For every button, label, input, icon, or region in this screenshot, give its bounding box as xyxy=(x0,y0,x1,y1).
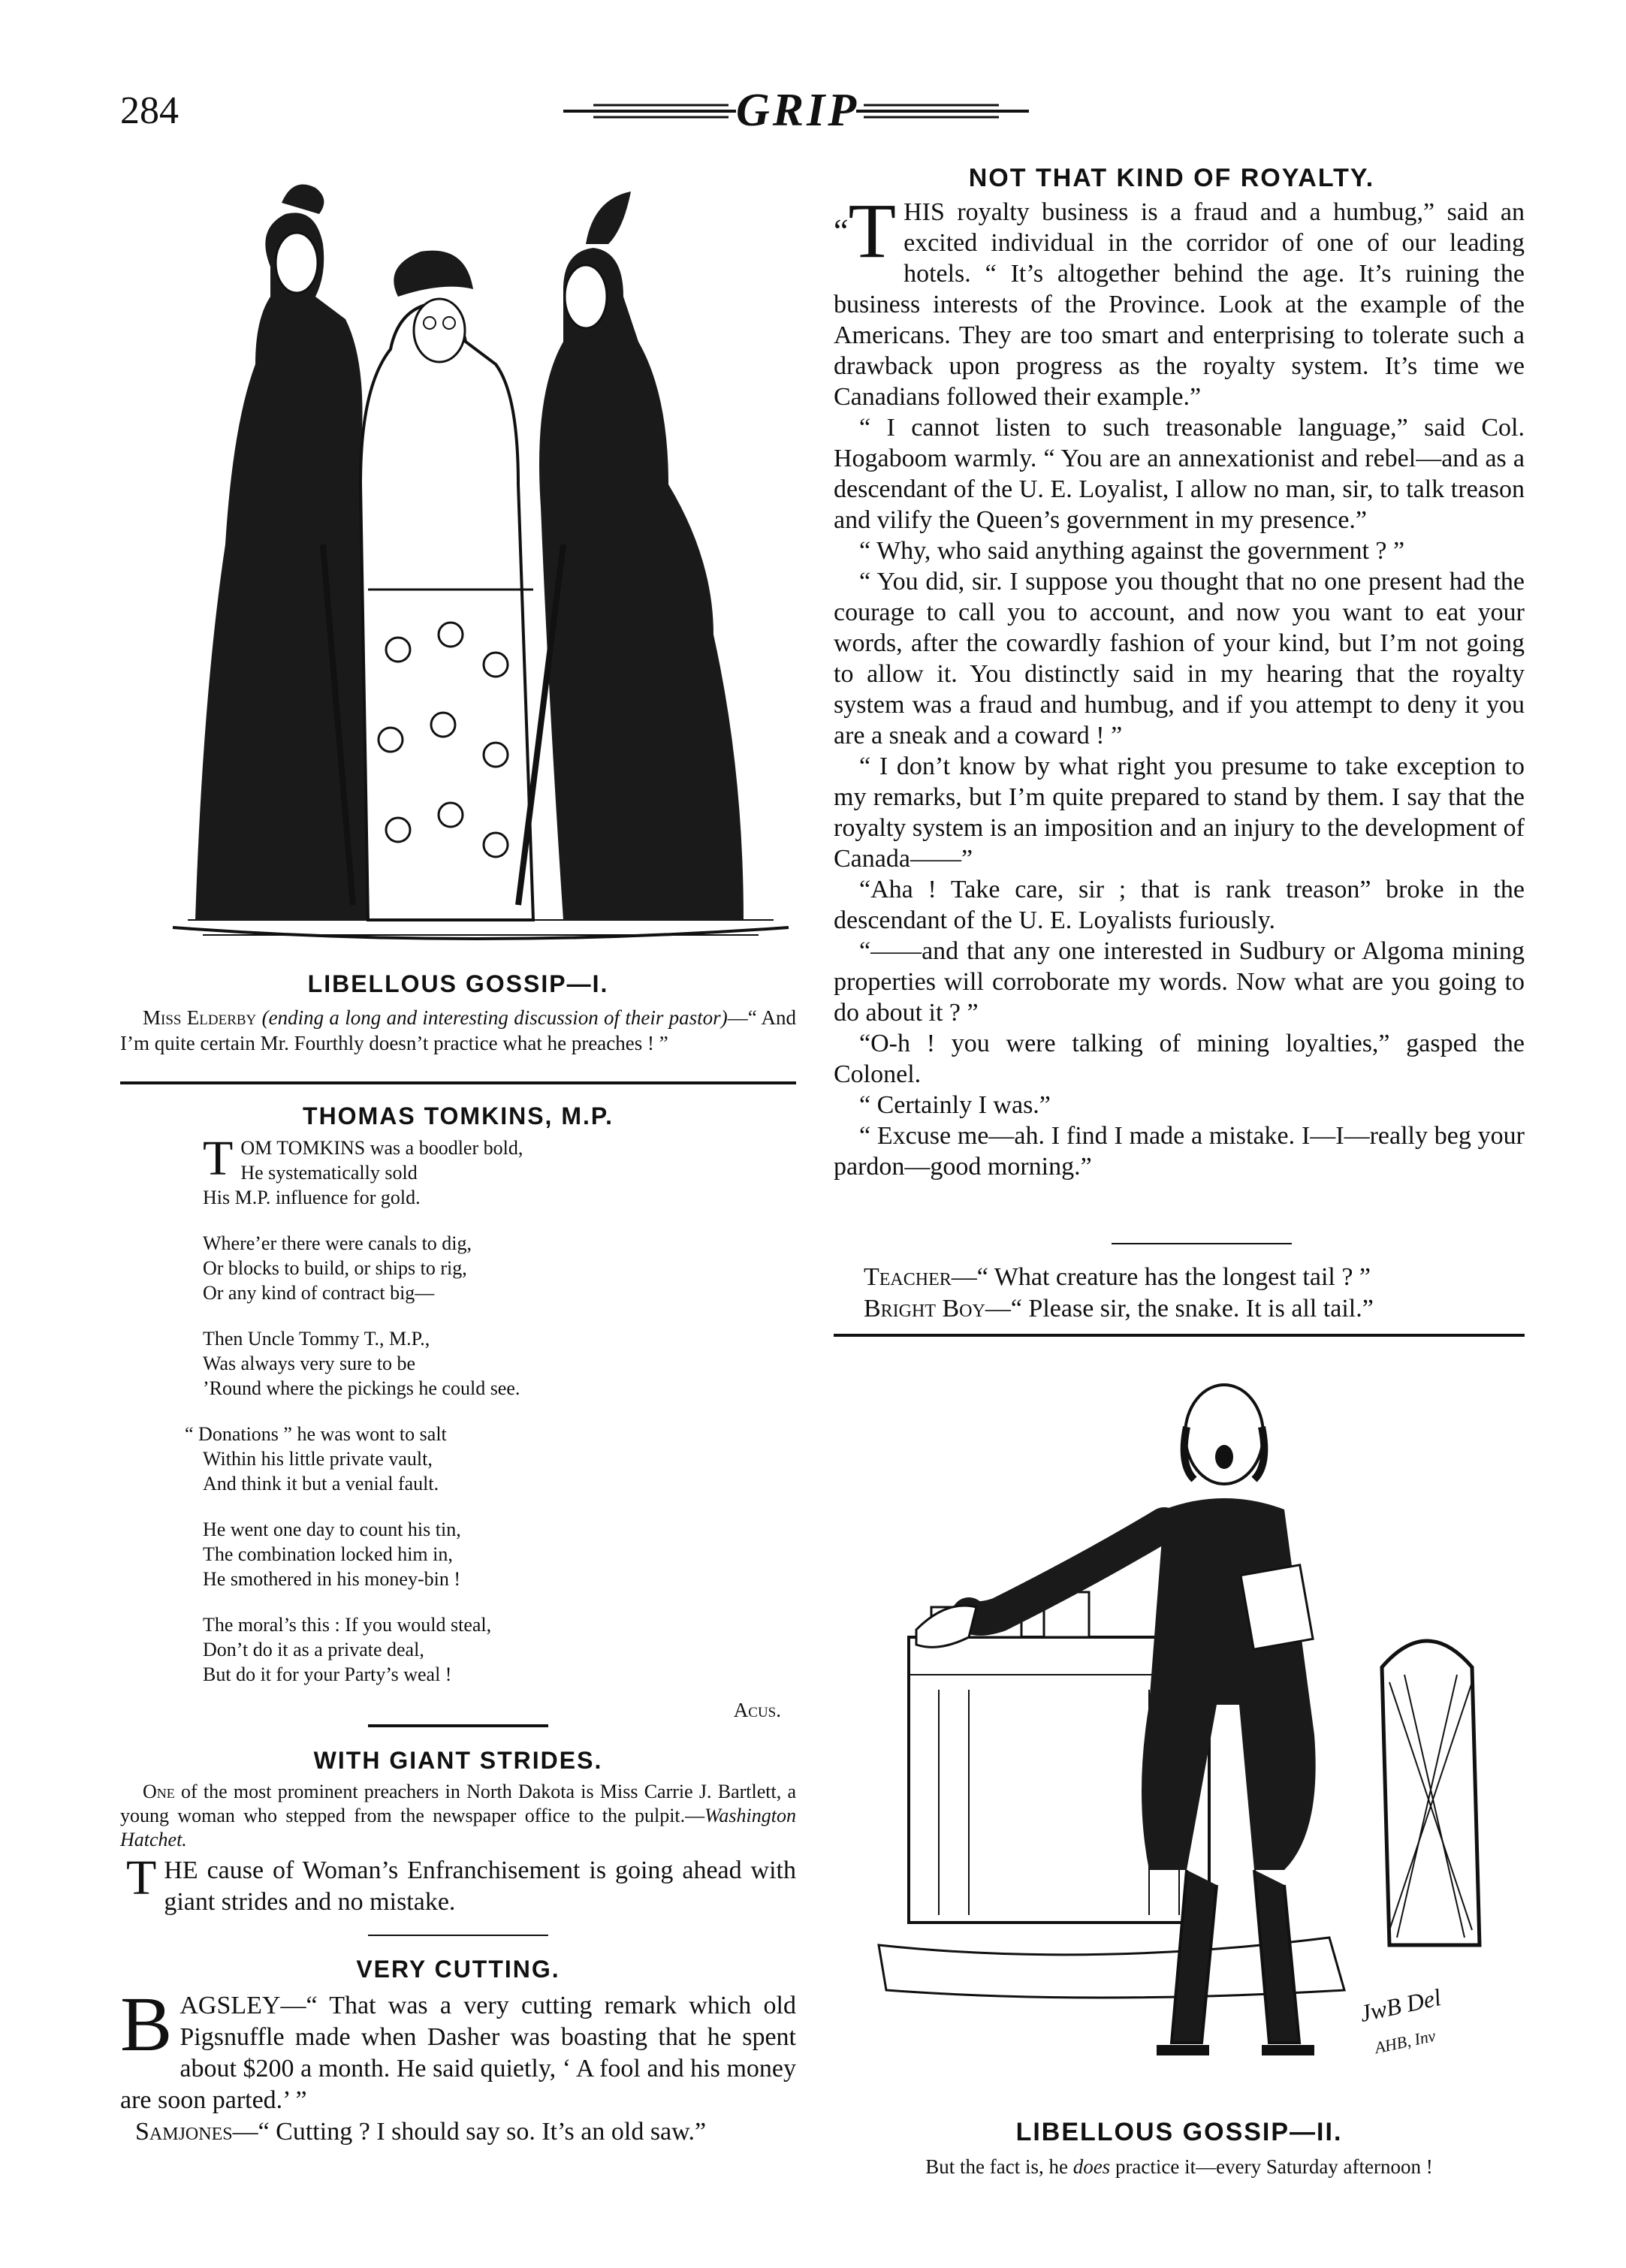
verse-line: The combination locked him in, xyxy=(203,1543,453,1565)
divider-rule-1 xyxy=(120,1081,796,1084)
verse-line: Was always very sure to be xyxy=(203,1353,416,1374)
royalty-article xyxy=(834,188,1525,1182)
tomkins-stanza-3 xyxy=(203,1326,774,1401)
verse-line: Or blocks to build, or ships to rig, xyxy=(203,1257,467,1279)
gossip1-speaker: Miss Elderby xyxy=(143,1006,257,1029)
strides-body-text: HE cause of Woman’s Enfranchisement is going ahead with giant strides and no mistake. xyxy=(164,1856,796,1916)
divider-rule-2 xyxy=(368,1724,548,1727)
teacher-joke xyxy=(864,1262,1525,1325)
cutting-p2-text: —“ Cutting ? I should say so. It’s an old saw.” xyxy=(232,2118,707,2146)
royalty-paragraph: “O-h ! you were talking of mining loyalties,” gasped the Colonel. xyxy=(834,1030,1525,1088)
tomkins-stanza-6 xyxy=(203,1612,774,1687)
masthead-left-ornament xyxy=(563,99,736,129)
gossip2-caption xyxy=(834,2155,1525,2179)
strides-intro-lead: One xyxy=(143,1781,175,1802)
teacher-speaker: Teacher xyxy=(864,1263,952,1291)
royalty-p1-text: HIS royalty business is a fraud and a humbug,” said an excited individual in the corridor of one of our leading hotels. “ It’s altogether behind the age. It’s ruining the business interests of the Province. Look at the example of the Americans. They are too smart and enterprising to tolerate such a drawback upon progress as the royalty system. It’s time we Canadians followed their example.” xyxy=(834,198,1525,411)
gossip2-title: LIBELLOUS GOSSIP—II. xyxy=(1015,2118,1343,2146)
gossip2-signature-artist: JwB Del xyxy=(1357,1983,1443,2027)
page-number: 284 xyxy=(120,89,179,132)
verse-line: Don’t do it as a private deal, xyxy=(203,1639,424,1660)
tomkins-stanza-2 xyxy=(203,1231,774,1305)
cutting-title: VERY CUTTING. xyxy=(356,1956,560,1983)
royalty-title: NOT THAT KIND OF ROYALTY. xyxy=(968,164,1375,192)
verse-line: ’Round where the pickings he could see. xyxy=(203,1377,520,1399)
gossip1-title: LIBELLOUS GOSSIP—I. xyxy=(307,970,609,997)
strides-body xyxy=(120,1850,796,1918)
strides-title: WITH GIANT STRIDES. xyxy=(313,1747,603,1774)
tomkins-dropcap: T xyxy=(203,1131,234,1186)
divider-rule-3 xyxy=(368,1935,548,1936)
royalty-dropcap-letter: T xyxy=(848,188,897,274)
bright-boy-line xyxy=(864,1293,1525,1325)
strides-intro xyxy=(120,1780,796,1852)
royalty-paragraph: “ I don’t know by what right you presume to take exception to my remarks, but I’m quite prepared to stand by them. I say that the royalty system is an imposition and an injury to the development of Canada——” xyxy=(834,752,1525,873)
tomkins-stanza-1 xyxy=(203,1131,774,1210)
royalty-paragraph: “ Why, who said anything against the government ? ” xyxy=(859,537,1405,565)
royalty-p1 xyxy=(834,188,1525,412)
verse-line: Where’er there were canals to dig, xyxy=(203,1232,472,1254)
gossip-illustration-three-women xyxy=(143,169,804,958)
tomkins-poem xyxy=(185,1131,774,1708)
royalty-paragraph: “Aha ! Take care, sir ; that is rank treason” broke in the descendant of the U. E. Loyalists furiously. xyxy=(834,876,1525,934)
royalty-paragraph: “——and that any one interested in Sudbury or Algoma mining properties will corroborate my words. Now what are you going to do about it ? ” xyxy=(834,937,1525,1027)
gossip2-signature-engraver: AHB, Inv xyxy=(1373,2025,1437,2058)
verse-line: He systematically sold xyxy=(240,1162,418,1184)
strides-intro-text: of the most prominent preachers in North Dakota is Miss Carrie J. Bartlett, a young woman who stepped from the newspaper office to the pulpit.— xyxy=(120,1781,796,1826)
royalty-paragraph: “ Certainly I was.” xyxy=(859,1091,1051,1119)
verse-line: “ Donations ” he was wont to salt xyxy=(185,1423,447,1445)
verse-line: Within his little private vault, xyxy=(203,1448,433,1470)
verse-line: OM TOMKINS was a boodler bold, xyxy=(240,1137,523,1159)
masthead xyxy=(563,84,1029,137)
verse-line: The moral’s this : If you would steal, xyxy=(203,1614,492,1636)
teacher-text: —“ What creature has the longest tail ? ” xyxy=(951,1263,1371,1291)
gossip1-quote: —“ And I’m quite certain Mr. Fourthly doesn’t practice what he preaches ! ” xyxy=(120,1006,797,1054)
bright-boy-speaker: Bright Boy xyxy=(864,1295,985,1322)
royalty-open-quote: “ xyxy=(834,213,849,249)
tomkins-signature: Acus. xyxy=(733,1699,781,1721)
verse-line: He smothered in his money-bin ! xyxy=(203,1568,460,1590)
verse-line: Then Uncle Tommy T., M.P., xyxy=(203,1328,430,1350)
tomkins-title: THOMAS TOMKINS, M.P. xyxy=(303,1102,614,1129)
masthead-right-ornament xyxy=(856,99,1029,129)
cutting-body xyxy=(120,1981,796,2116)
royalty-paragraph: “ Excuse me—ah. I find I made a mistake. I—I—really beg your pardon—good morning.” xyxy=(834,1122,1525,1181)
verse-line: His M.P. influence for gold. xyxy=(203,1187,421,1208)
bright-boy-text: —“ Please sir, the snake. It is all tail.” xyxy=(985,1295,1374,1322)
royalty-paragraph: “ You did, sir. I suppose you thought that no one present had the courage to call you to account, and now you want to eat your words, after the cowardly fashion of your kind, but I’m not going to allow it. You distinctly said in my hearing that the royalty system was a fraud and humbug, and if you attempt to deny it you are a sneak and a coward ! ” xyxy=(834,568,1525,749)
divider-rule-4 xyxy=(1112,1243,1292,1244)
gossip1-caption xyxy=(120,1005,796,1056)
verse-line: But do it for your Party’s weal ! xyxy=(203,1663,452,1685)
tomkins-stanza-4 xyxy=(185,1422,774,1496)
gossip2-caption-emphasis: does xyxy=(1072,2155,1111,2178)
royalty-dropcap xyxy=(834,188,904,274)
cutting-dropcap: B xyxy=(120,1981,173,2067)
cutting-p2-speaker: Samjones xyxy=(135,2118,233,2146)
gossip2-caption-start: But the fact is, he xyxy=(925,2155,1073,2178)
strides-intro-source: Washington Hatchet. xyxy=(120,1805,796,1850)
cutting-p2 xyxy=(120,2116,796,2148)
teacher-line xyxy=(864,1262,1525,1293)
verse-line: He went one day to count his tin, xyxy=(203,1519,461,1540)
gossip2-caption-end: practice it—every Saturday afternoon ! xyxy=(1110,2155,1433,2178)
divider-rule-5 xyxy=(834,1334,1525,1337)
royalty-paragraph: “ I cannot listen to such treasonable language,” said Col. Hogaboom warmly. “ You are an annexationist and rebel—and as a descendant of the U. E. Loyalist, I allow no man, sir, to talk treason and vilify the Queen’s government in my presence.” xyxy=(834,414,1525,534)
verse-line: And think it but a venial fault. xyxy=(203,1473,439,1494)
tomkins-stanza-5 xyxy=(203,1517,774,1591)
masthead-title: GRIP xyxy=(736,85,860,136)
cutting-p1: AGSLEY—“ That was a very cutting remark which old Pigsnuffle made when Dasher was boasting that he spent about $200 a month. He said quietly, ‘ A fool and his money are soon parted.’ ” xyxy=(120,1992,796,2114)
strides-dropcap: T xyxy=(126,1850,157,1905)
verse-line: Or any kind of contract big— xyxy=(203,1282,435,1304)
gossip1-direction: (ending a long and interesting discussion of their pastor) xyxy=(261,1006,728,1029)
